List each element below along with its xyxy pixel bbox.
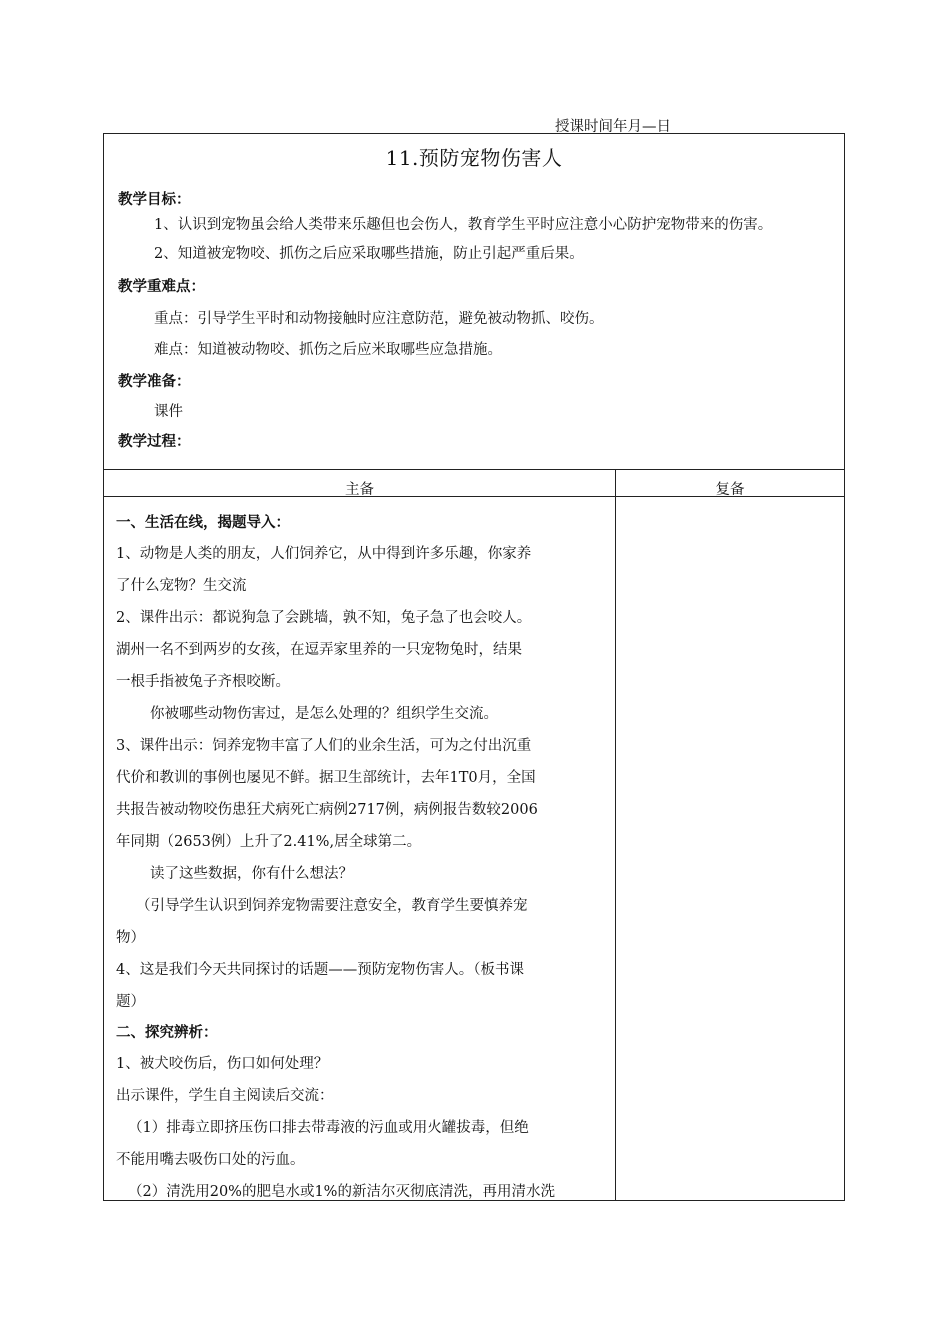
text-line: 年同期（2653例）上升了2.41%,居全球第二。 <box>116 834 422 850</box>
text-line: 读了这些数据，你有什么想法？ <box>150 866 353 882</box>
text-line: 共报告被动物咬伤患狂犬病死亡病例2717例，病例报告数较2006 <box>116 802 538 818</box>
text-line: 不能用嘴去吸伤口处的污血。 <box>116 1152 305 1168</box>
text-line: 题） <box>116 994 145 1010</box>
lesson-process-table <box>103 470 845 1201</box>
goals-heading: 教学目标： <box>118 192 191 208</box>
lesson-info-box <box>103 133 845 470</box>
goal-1: 1、认识到宠物虽会给人类带来乐趣但也会伤人，教育学生平时应注意小心防护宠物带来的伤害。 <box>154 217 773 233</box>
column-header-review: 复备 <box>715 482 745 498</box>
text-line: （引导学生认识到饲养宠物需要注意安全，教育学生要慎养宠 <box>136 898 528 914</box>
key-points-heading: 教学重难点： <box>118 279 205 295</box>
preparation-heading: 教学准备： <box>118 374 191 390</box>
text-line: 1、被犬咬伤后，伤口如何处理？ <box>116 1056 329 1072</box>
text-line: 湖州一名不到两岁的女孩，在逗弄家里养的一只宠物兔时，结果 <box>116 642 522 658</box>
lesson-title: 11.预防宠物伤害人 <box>385 146 563 170</box>
text-line: 了什么宠物？生交流 <box>116 578 247 594</box>
section-heading: 二、探究辨析： <box>116 1025 218 1041</box>
text-line: 出示课件，学生自主阅读后交流： <box>116 1088 334 1104</box>
text-line: （2）清洗用20%的肥皂水或1%的新洁尔灭彻底清洗，再用清水洗 <box>128 1184 555 1200</box>
class-time-label: 授课时间年月—日 <box>555 119 671 135</box>
text-line: 1、动物是人类的朋友，人们饲养它，从中得到许多乐趣，你家养 <box>116 546 532 562</box>
preparation-item: 课件 <box>154 404 183 420</box>
key-point: 重点：引导学生平时和动物接触时应注意防范，避免被动物抓、咬伤。 <box>154 311 604 327</box>
lesson-info-content <box>110 190 834 452</box>
table-header-row <box>104 470 844 497</box>
text-line: 代价和教训的事例也屡见不鲜。据卫生部统计，去年1T0月，全国 <box>116 770 536 786</box>
text-line: 3、课件出示：饲养宠物丰富了人们的业余生活，可为之付出沉重 <box>116 738 532 754</box>
section-heading: 一、生活在线，揭题导入： <box>116 515 290 531</box>
text-line: 你被哪些动物伤害过，是怎么处理的？组织学生交流。 <box>150 706 498 722</box>
process-heading: 教学过程： <box>118 434 191 450</box>
column-divider <box>615 470 616 1200</box>
text-line: 物） <box>116 930 145 946</box>
main-column-content <box>116 508 609 1208</box>
text-line: （1）排毒立即挤压伤口排去带毒液的污血或用火罐拔毒，但绝 <box>128 1120 529 1136</box>
goal-2: 2、知道被宠物咬、抓伤之后应采取哪些措施，防止引起严重后果。 <box>154 246 584 262</box>
text-line: 4、这是我们今天共同探讨的话题——预防宠物伤害人。（板书课 <box>116 962 524 978</box>
text-line: 2、课件出示：都说狗急了会跳墙，孰不知，兔子急了也会咬人。 <box>116 610 532 626</box>
column-header-main: 主备 <box>345 482 374 498</box>
difficult-point: 难点：知道被动物咬、抓伤之后应米取哪些应急措施。 <box>154 342 502 358</box>
text-line: 一根手指被兔子齐根咬断。 <box>116 674 290 690</box>
